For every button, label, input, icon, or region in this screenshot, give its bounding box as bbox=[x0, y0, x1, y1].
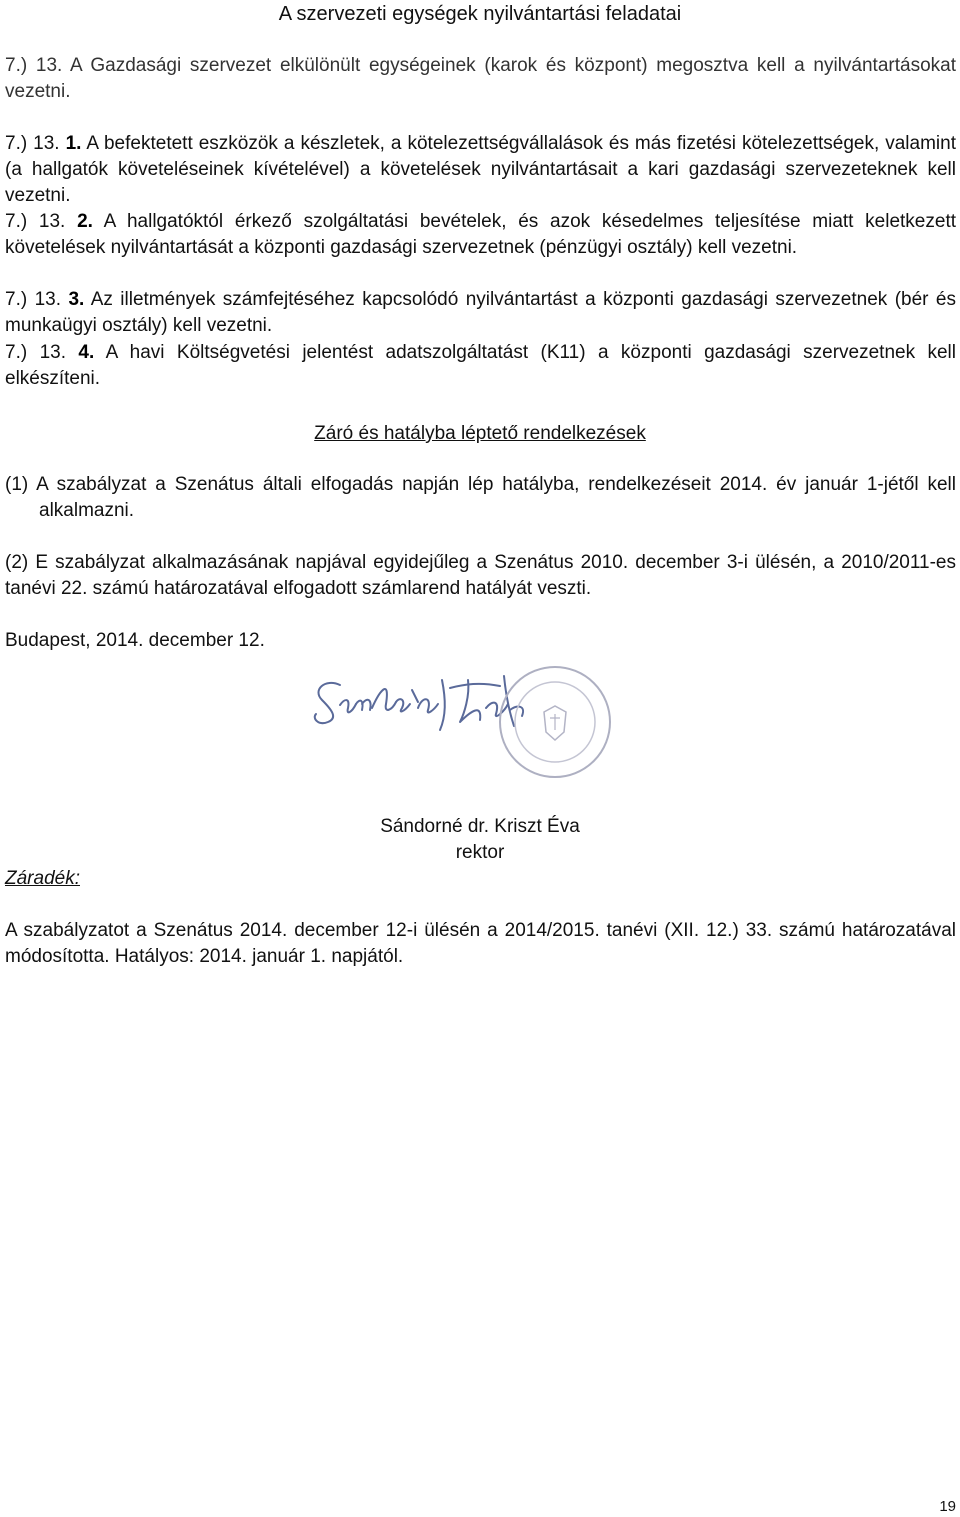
paragraph-7-13: 7.) 13. A Gazdasági szervezet elkülönült egységeinek (karok és központ) megosztva kell a nyilvántartásokat vezetni. bbox=[5, 55, 956, 102]
paragraph-text: A befektetett eszközök a készletek, a kötelezettségvállalások és más fizetési kötelezettségek, valamint (a hallgatók követeléseinek kívételével) a követelések nyilvántartásait a kari gazdasági szervezeteknek kell vezetni. bbox=[5, 133, 956, 206]
official-stamp bbox=[500, 667, 610, 777]
paragraph-prefix: 7.) 13. bbox=[5, 211, 78, 232]
paragraph-7-13-3 bbox=[5, 287, 956, 339]
clause-text: A szabályzatot a Szenátus 2014. december 12-i ülésén a 2014/2015. tanévi (XII. 12.) 33. számú határozatával módosította. Hatályos: 2014. január 1. napjától. bbox=[5, 920, 956, 967]
paragraph-7-13-2 bbox=[5, 209, 956, 261]
signer-role: rektor bbox=[455, 842, 505, 863]
paragraph-number: 1. bbox=[65, 133, 82, 154]
paragraph-7-13-1 bbox=[5, 131, 956, 209]
signature-handwriting bbox=[300, 660, 620, 790]
paragraph-prefix: 7.) 13. bbox=[5, 289, 69, 310]
paragraph-7-13-4 bbox=[5, 340, 956, 392]
signer-name: Sándorné dr. Kriszt Éva bbox=[380, 816, 580, 837]
paragraph-prefix: 7.) 13. bbox=[5, 133, 66, 154]
closing-heading: Záró és hatályba léptető rendelkezések bbox=[314, 423, 646, 444]
clause-label: Záradék: bbox=[5, 868, 80, 889]
closing-item-1: (1) A szabályzat a Szenátus általi elfogadás napján lép hatályba, rendelkezéseit 2014. év január 1-jétől kell alkalmazni. bbox=[5, 474, 956, 521]
closing-item-2: (2) E szabályzat alkalmazásának napjával egyidejűleg a Szenátus 2010. december 3-i ülésén, a 2010/2011-es tanévi 22. számú határozatával elfogadott számlarend hatályát veszti. bbox=[5, 552, 956, 599]
place-and-date: Budapest, 2014. december 12. bbox=[5, 630, 265, 651]
paragraph-text: A havi Költségvetési jelentést adatszolgáltatást (K11) a központi gazdasági szervezetnek kell elkészíteni. bbox=[5, 342, 956, 389]
paragraph-text: Az illetmények számfejtéséhez kapcsolódó nyilvántartást a központi gazdasági szervezetnek (bér és munkaügyi osztály) kell vezetni. bbox=[5, 289, 956, 336]
page-number: 19 bbox=[939, 1498, 956, 1515]
paragraph-number: 2. bbox=[77, 211, 93, 232]
signature-block bbox=[300, 660, 620, 790]
paragraph-text: A hallgatóktól érkező szolgáltatási bevételek, és azok késedelmes teljesítése miatt keletkezett követelések nyilvántartását a központi gazdasági szervezetnek (pénzügyi osztály) kell vezetni. bbox=[5, 211, 956, 258]
paragraph-prefix: 7.) 13. bbox=[5, 342, 79, 363]
paragraph-number: 3. bbox=[68, 289, 85, 310]
page-title: A szervezeti egységek nyilvántartási feladatai bbox=[278, 3, 682, 25]
paragraph-number: 4. bbox=[78, 342, 95, 363]
